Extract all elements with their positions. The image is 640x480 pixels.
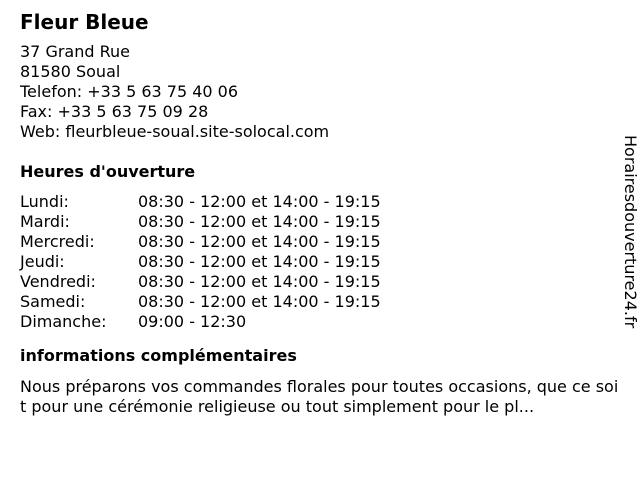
site-watermark: Horairesdouverture24.fr (621, 135, 640, 329)
hours-row-mercredi (20, 232, 620, 252)
address-block (20, 42, 620, 142)
day-label: Samedi: (20, 292, 86, 311)
day-label: Dimanche: (20, 312, 107, 331)
hours-row-samedi (20, 292, 620, 312)
time-range: 08:30 - 12:00 et 14:00 - 19:15 (138, 252, 381, 271)
time-range: 08:30 - 12:00 et 14:00 - 19:15 (138, 272, 381, 291)
hours-row-lundi (20, 192, 620, 212)
hours-row-jeudi (20, 252, 620, 272)
hours-row-dimanche (20, 312, 620, 332)
time-range: 08:30 - 12:00 et 14:00 - 19:15 (138, 292, 381, 311)
day-label: Lundi: (20, 192, 69, 211)
time-range: 08:30 - 12:00 et 14:00 - 19:15 (138, 232, 381, 251)
business-card (20, 10, 620, 417)
hours-row-mardi (20, 212, 620, 232)
time-range: 08:30 - 12:00 et 14:00 - 19:15 (138, 192, 381, 211)
fax-number: Fax: +33 5 63 75 09 28 (20, 102, 209, 121)
day-label: Vendredi: (20, 272, 96, 291)
time-range: 09:00 - 12:30 (138, 312, 247, 331)
hours-row-vendredi (20, 272, 620, 292)
street-address: 37 Grand Rue (20, 42, 130, 61)
opening-hours-table (20, 192, 620, 332)
time-range: 08:30 - 12:00 et 14:00 - 19:15 (138, 212, 381, 231)
business-name: Fleur Bleue (20, 10, 149, 34)
day-label: Mercredi: (20, 232, 95, 251)
phone-number: Telefon: +33 5 63 75 40 06 (20, 82, 239, 101)
additional-info-heading: informations complémentaires (20, 346, 297, 365)
day-label: Jeudi: (20, 252, 65, 271)
additional-info-text: Nous préparons vos commandes florales pour toutes occasions, que ce soit pour une cérémonie religieuse ou tout simplement pour le pl... (20, 377, 619, 416)
website: Web: fleurbleue-soual.site-solocal.com (20, 122, 330, 141)
postal-city: 81580 Soual (20, 62, 121, 81)
opening-hours-heading: Heures d'ouverture (20, 162, 196, 181)
day-label: Mardi: (20, 212, 70, 231)
